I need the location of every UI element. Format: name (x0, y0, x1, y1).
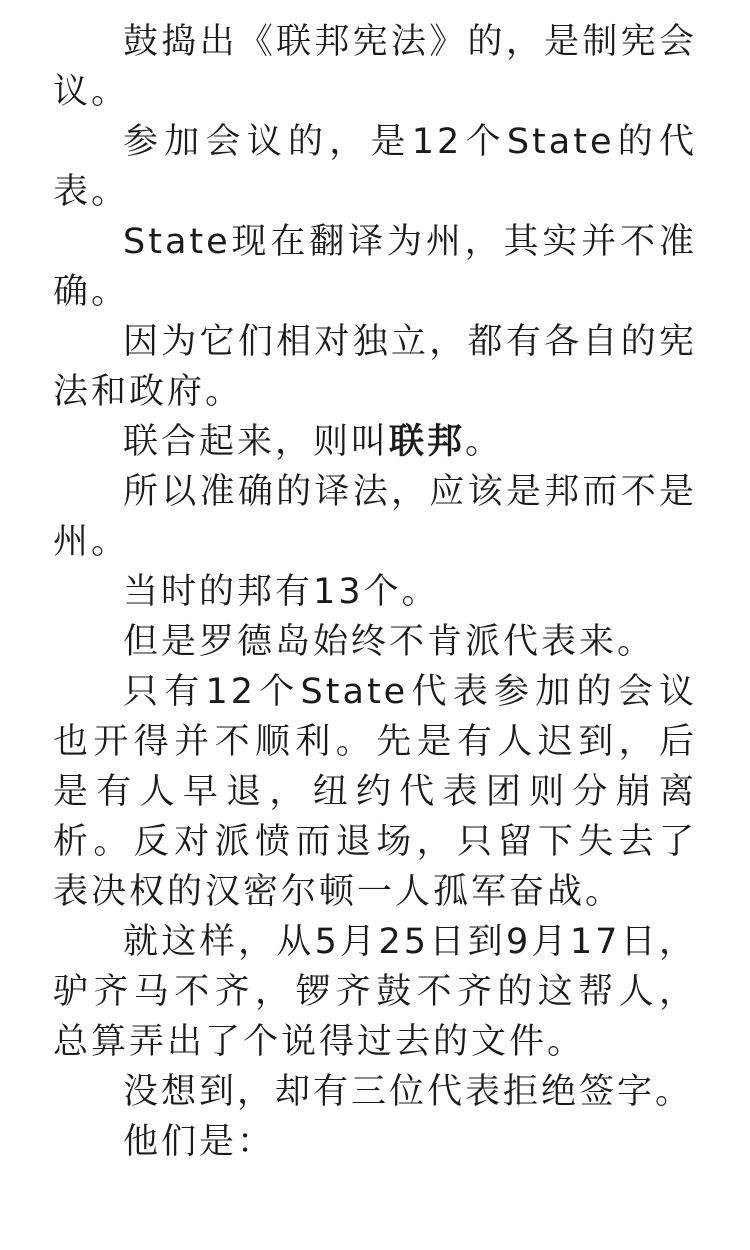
paragraph: 鼓捣出《联邦宪法》的，是制宪会议。 (53, 22, 697, 112)
emphasis-text: 联邦 (389, 422, 466, 462)
paragraph: 他们是： (123, 1122, 276, 1162)
paragraph: 因为它们相对独立，都有各自的宪法和政府。 (53, 322, 697, 412)
paragraph: 当时的邦有13个。 (123, 572, 440, 612)
paragraph: 所以准确的译法，应该是邦而不是州。 (53, 472, 697, 562)
paragraph (53, 417, 697, 467)
paragraph: 参加会议的，是12个State的代表。 (53, 122, 697, 212)
paragraph: 就这样，从5月25日到9月17日，驴齐马不齐，锣齐鼓不齐的这帮人，总算弄出了个说得过去的文件。 (53, 922, 698, 1062)
paragraph: 没想到，却有三位代表拒绝签字。 (123, 1072, 694, 1112)
paragraph: 但是罗德岛始终不肯派代表来。 (123, 622, 656, 662)
paragraph: State现在翻译为州，其实并不准确。 (53, 222, 697, 312)
paragraph: 只有12个State代表参加的会议也开得并不顺利。先是有人迟到，后是有人早退，纽约代表团则分崩离析。反对派愤而退场，只留下失去了表决权的汉密尔顿一人孤军奋战。 (53, 672, 697, 912)
paragraph-text: 联合起来，则叫 (123, 422, 390, 462)
paragraph-text: 。 (465, 422, 504, 462)
